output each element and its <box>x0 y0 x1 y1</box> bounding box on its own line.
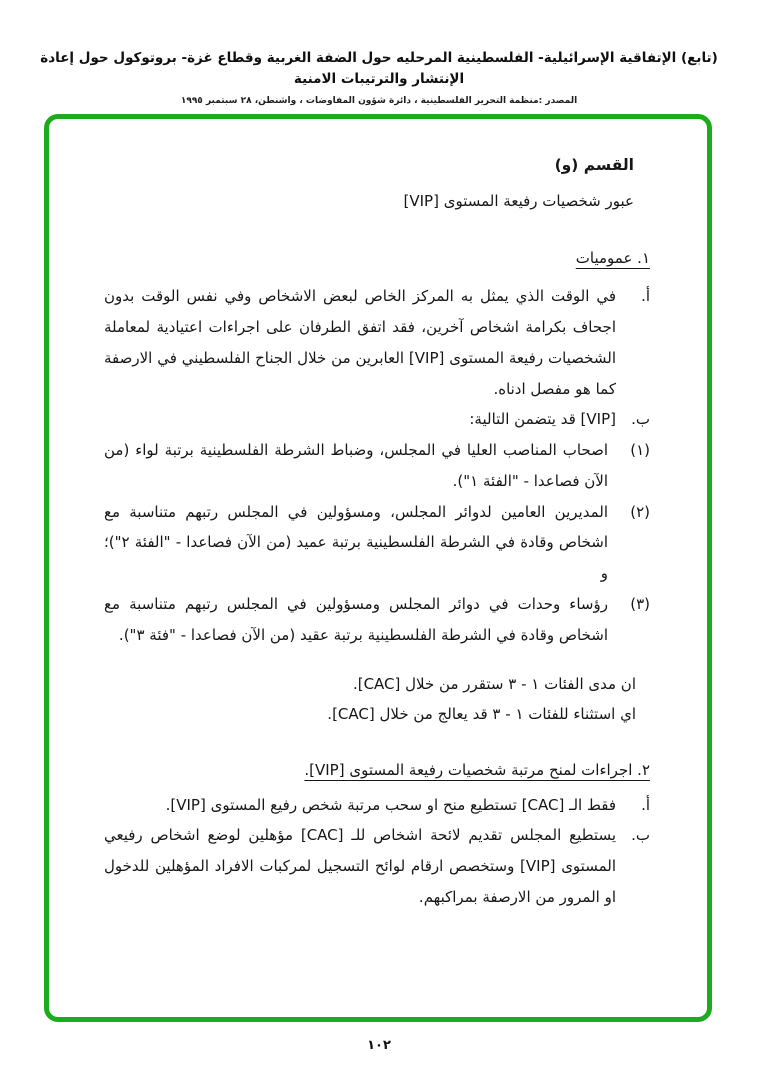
sub-item-text: المديرين العامين لدوائر المجلس، ومسؤولين في المجلس رتبهم متناسبة مع اشخاص وقادة في الشرطة الفلسطينية برتبة عميد (من الآن فصاعدا - "الفئة ٢")؛ و <box>104 502 608 583</box>
list-item-text: يستطيع المجلس تقديم لائحة اشخاص للـ [CAC] مؤهلين لوضع اشخاص رفيعي المستوى [VIP] وستخصص ارقام لوائح التسجيل لمركبات الافراد المؤهلين للدخول او المرور من الارصفة بمراكبهم. <box>104 826 616 906</box>
list-item-a <box>104 281 650 404</box>
sub-item-label: (٣) <box>630 594 650 613</box>
list-item-2b <box>104 820 650 912</box>
document-header <box>26 48 732 106</box>
sub-item-3 <box>104 589 650 651</box>
list-item-2a <box>104 790 650 821</box>
header-source-line: المصدر :منظمة التحرير الفلسطينية ، دائرة شؤون المفاوضات ، واشنطن، ٢٨ سبتمبر ١٩٩٥ <box>180 95 578 106</box>
list-item-label: أ. <box>641 795 650 814</box>
list-item-b <box>104 404 650 435</box>
note-line: ان مدى الفئات ١ - ٣ ستقرر من خلال [CAC]. <box>352 675 636 694</box>
page-number: ١٠٢ <box>367 1038 391 1053</box>
note-line: اي استثناء للفئات ١ - ٣ قد يعالج من خلال [CAC]. <box>327 704 636 723</box>
list-item-label: أ. <box>641 287 650 306</box>
document-content <box>104 150 650 913</box>
sub-item-text: رؤساء وحدات في دوائر المجلس ومسؤولين في المجلس رتبهم متناسبة مع اشخاص وقادة في الشرطة الفلسطينية برتبة عقيد (من الآن فصاعدا - "فئة ٣"). <box>104 594 608 644</box>
sub-item-label: (١) <box>630 441 650 460</box>
section-subtitle: عبور شخصيات رفيعة المستوى [VIP] <box>403 191 634 210</box>
list-item-text: فقط الـ [CAC] تستطيع منح او سحب مرتبة شخص رفيع المستوى [VIP]. <box>165 795 616 814</box>
sub-item-text: اصحاب المناصب العليا في المجلس، وضباط الشرطة الفلسطينية برتبة لواء (من الآن فصاعدا - "الفئة ١"). <box>104 441 608 490</box>
section-title: القسم (و) <box>554 156 634 174</box>
sub-item-label: (٢) <box>630 502 650 521</box>
list-item-label: ب. <box>631 410 650 429</box>
sub-item-2 <box>104 497 650 589</box>
list-item-text: [VIP] قد يتضمن التالية: <box>469 410 616 429</box>
list-item-label: ب. <box>631 826 650 845</box>
header-title: (تابع) الإتفاقية الإسرائيلية- الفلسطينية المرحليه حول الضفة الغربية وقطاع غزة- بروتوكول حول إعادة الإنتشار والترتيبات الامنية <box>40 50 718 87</box>
sub-item-1 <box>104 435 650 497</box>
part1-heading: ١. عموميات <box>575 248 650 267</box>
part2-heading: ٢. اجراءات لمنح مرتبة شخصيات رفيعة المستوى [VIP]. <box>304 760 650 779</box>
list-item-text: في الوقت الذي يمثل به المركز الخاص لبعض الاشخاص وفي نفس الوقت بدون اجحاف بكرامة اشخاص آخرين، فقد اتفق الطرفان على اجراءات اعتيادية لمعاملة الشخصيات رفيعة المستوى [VIP] العابرين من خلال الجناح الفلسطيني في الارصفة كما هو مفصل ادناه. <box>104 287 616 398</box>
notes-block <box>104 670 636 729</box>
